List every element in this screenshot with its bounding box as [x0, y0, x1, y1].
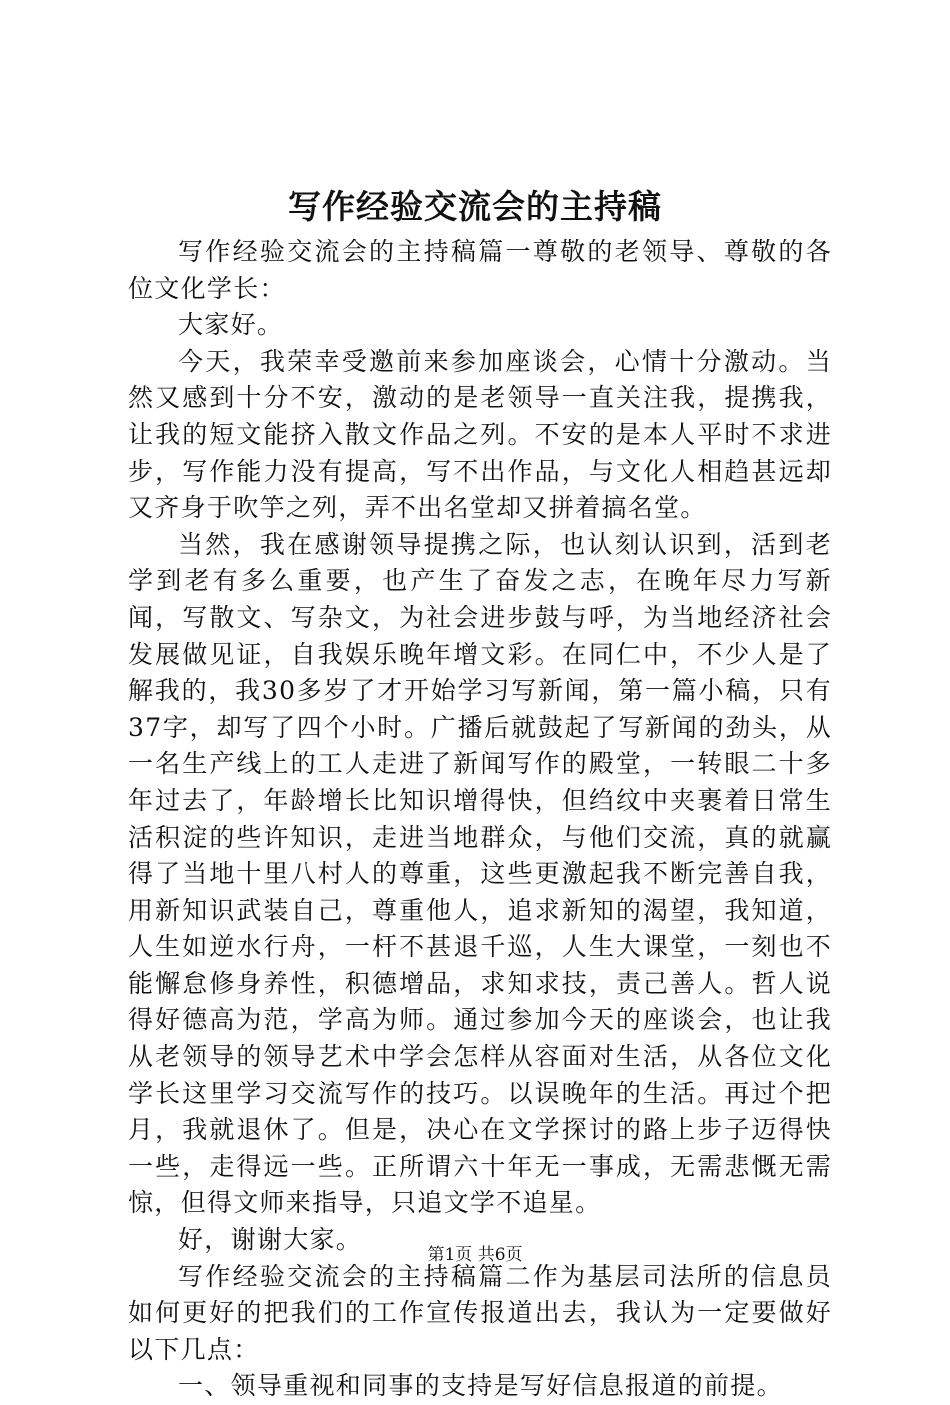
document-title: 写作经验交流会的主持稿	[288, 187, 662, 226]
paragraph-opening: 今天，我荣幸受邀前来参加座谈会，心情十分激动。当然又感到十分不安，激动的是老领导一直关注我，提携我，让我的短文能挤入散文作品之列。不安的是本人平时不求进步，写作能力没有提高，写不出作品，与文化人相趋甚远却又齐身于吹竽之列，弄不出名堂却又拼着搞名堂。	[128, 346, 832, 523]
document-body	[128, 234, 832, 1405]
paragraph-salutation: 写作经验交流会的主持稿篇一尊敬的老领导、尊敬的各位文化学长：	[128, 237, 832, 303]
paragraph-main: 当然，我在感谢领导提携之际，也认刻认识到，活到老学到老有多么重要，也产生了奋发之志，在晚年尽力写新闻，写散文、写杂文，为社会进步鼓与呼，为当地经济社会发展做见证，自我娱乐晚年增文彩。在同仁中，不少人是了解我的，我30多岁了才开始学习写新闻，第一篇小稿，只有37字，却写了四个小时。广播后就鼓起了写新闻的劲头，从一名生产线上的工人走进了新闻写作的殿堂，一转眼二十多年过去了，年龄增长比知识增得快，但绉纹中夹裹着日常生活积淀的些许知识，走进当地群众，与他们交流，真的就赢得了当地十里八村人的尊重，这些更激起我不断完善自我，用新知识武装自己，尊重他人，追求新知的渴望，我知道，人生如逆水行舟，一杆不甚退千巡，人生大课堂，一刻也不能懈怠修身养性，积德增品，求知求技，责己善人。哲人说得好德高为范，学高为师。通过参加今天的座谈会，也让我从老领导的领导艺术中学会怎样从容面对生活，从各位文化学长这里学习交流写作的技巧。以误晚年的生活。再过个把月，我就退休了。但是，决心在文学探讨的路上步子迈得快一些，走得远一些。正所谓六十年无一事成，无需悲慨无需惊，但得文师来指导，只追文学不追星。	[128, 529, 832, 1218]
paragraph-point-one: 一、领导重视和同事的支持是写好信息报道的前提。	[178, 1371, 783, 1401]
paragraph-thanks: 好，谢谢大家。	[178, 1225, 363, 1255]
paragraph-greeting: 大家好。	[178, 310, 284, 340]
paragraph-part-two: 写作经验交流会的主持稿篇二作为基层司法所的信息员如何更好的把我们的工作宣传报道出去，我认为一定要做好以下几点：	[128, 1261, 832, 1364]
page-footer: 第1页 共6页	[427, 1245, 523, 1265]
